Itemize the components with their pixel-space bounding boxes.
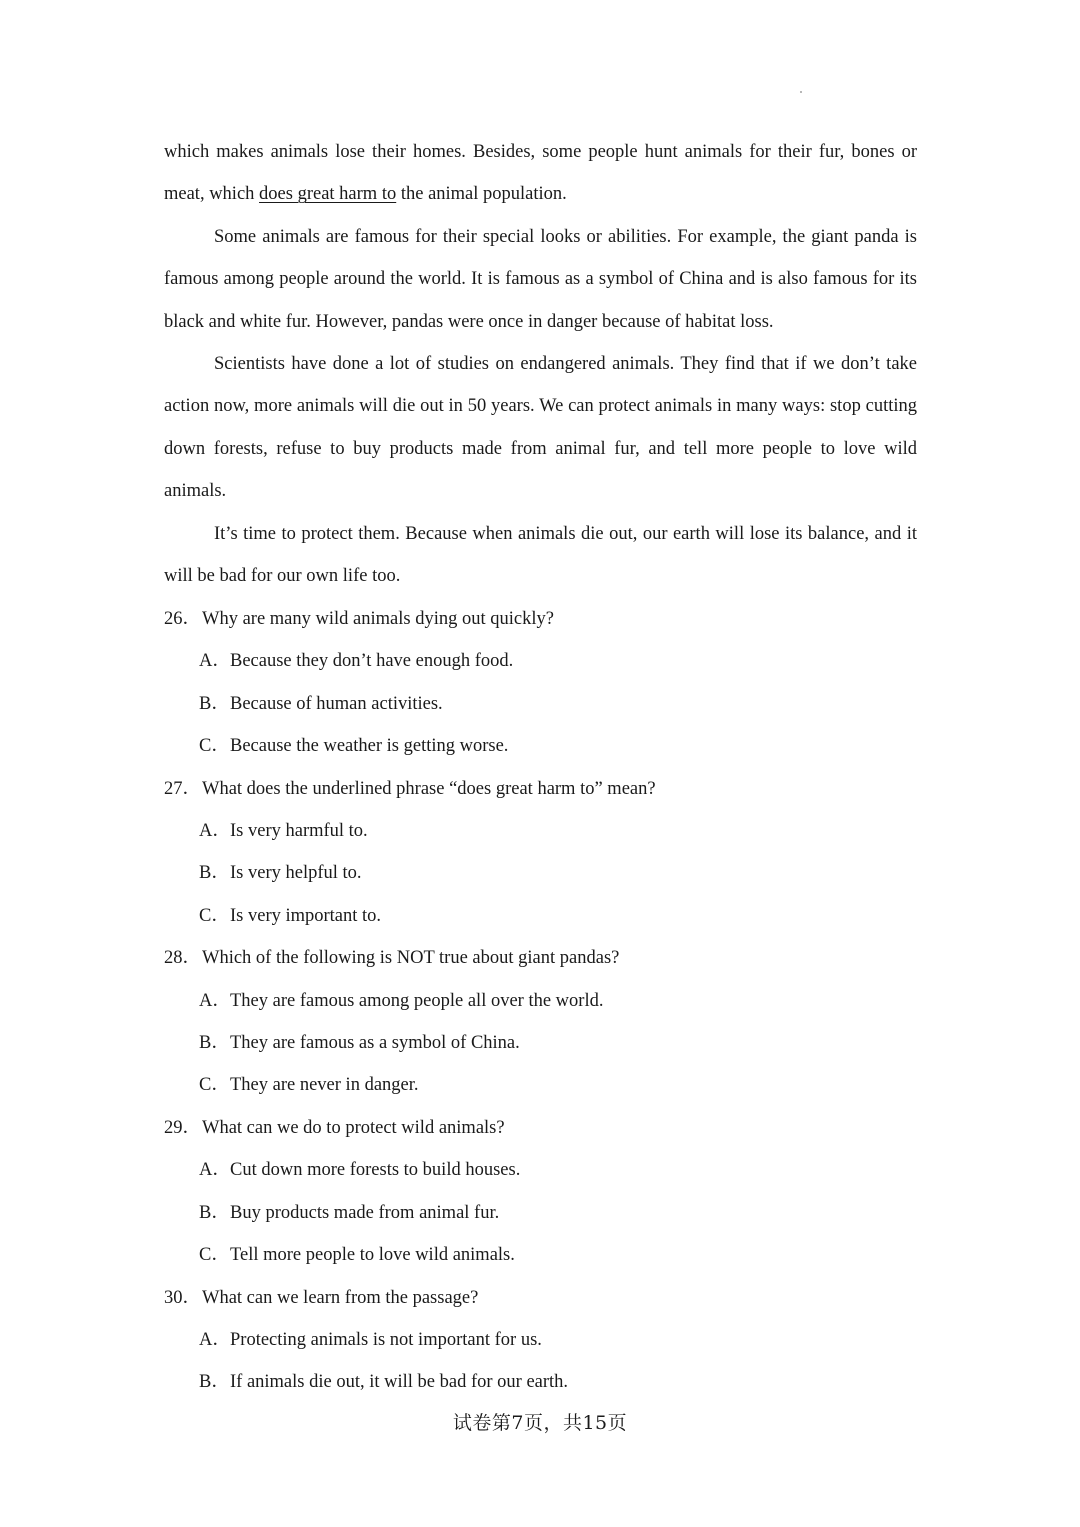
question-stem	[164, 768, 917, 810]
option-text: Because they don’t have enough food.	[230, 651, 514, 672]
underlined-phrase: does great harm to	[259, 184, 397, 205]
option-text: Because of human activities.	[230, 693, 443, 714]
question-27	[164, 768, 917, 938]
option-c[interactable]	[164, 1234, 917, 1276]
option-b[interactable]	[164, 1361, 917, 1403]
option-c[interactable]	[164, 895, 917, 937]
question-text: Which of the following is NOT true about giant pandas?	[202, 948, 620, 969]
option-letter: B．	[199, 1202, 230, 1223]
question-number: 28．	[164, 948, 202, 969]
question-stem	[164, 937, 917, 979]
option-a[interactable]	[164, 980, 917, 1022]
option-letter: C．	[199, 736, 230, 757]
passage-paragraph-2: Some animals are famous for their special looks or abilities. For example, the giant panda is famous among people around the world. It is famous as a symbol of China and is also famous for its black and white fur. However, pandas were once in danger because of habitat loss.	[164, 226, 917, 332]
option-text: Is very helpful to.	[230, 863, 362, 884]
question-30	[164, 1277, 917, 1404]
question-29	[164, 1107, 917, 1277]
option-a[interactable]	[164, 1319, 917, 1361]
question-number: 29．	[164, 1117, 202, 1138]
question-28	[164, 937, 917, 1107]
option-text: Buy products made from animal fur.	[230, 1202, 500, 1223]
question-number: 27．	[164, 778, 202, 799]
passage-paragraph-1-start: which makes animals lose their homes. Besides, some people hunt animals for their fur, bones or meat, which	[164, 142, 917, 205]
option-b[interactable]	[164, 1022, 917, 1064]
reading-passage	[164, 131, 917, 597]
scan-dot	[800, 91, 802, 93]
option-letter: B．	[199, 1033, 230, 1054]
option-letter: C．	[199, 1245, 230, 1266]
option-text: They are famous as a symbol of China.	[230, 1033, 520, 1054]
option-text: Cut down more forests to build houses.	[230, 1160, 521, 1181]
option-text: They are never in danger.	[230, 1075, 419, 1096]
question-number: 30．	[164, 1287, 202, 1308]
option-letter: A．	[199, 821, 231, 842]
question-stem	[164, 1107, 917, 1149]
question-stem	[164, 598, 917, 640]
question-text: What does the underlined phrase “does great harm to” mean?	[202, 778, 656, 799]
option-a[interactable]	[164, 810, 917, 852]
page-footer: 试卷第7页，共15页	[452, 1412, 628, 1434]
question-26	[164, 598, 917, 768]
option-letter: B．	[199, 863, 230, 884]
option-text: Because the weather is getting worse.	[230, 736, 509, 757]
option-letter: A．	[199, 1160, 231, 1181]
option-text: If animals die out, it will be bad for our earth.	[230, 1372, 569, 1393]
passage-paragraph-1-end: the animal population.	[396, 184, 567, 205]
passage-paragraph-3: Scientists have done a lot of studies on endangered animals. They find that if we don’t take action now, more animals will die out in 50 years. We can protect animals in many ways: stop cutting down forests, refuse to buy products made from animal fur, and tell more people to love wild animals.	[164, 354, 917, 502]
question-text: Why are many wild animals dying out quickly?	[202, 609, 554, 629]
passage-paragraph-4: It’s time to protect them. Because when animals die out, our earth will lose its balance, and it will be bad for our own life too.	[164, 523, 917, 587]
option-b[interactable]	[164, 683, 917, 725]
option-letter: A．	[199, 651, 231, 672]
option-text: Is very harmful to.	[230, 821, 368, 842]
option-letter: B．	[199, 1372, 230, 1393]
question-text: What can we learn from the passage?	[202, 1287, 479, 1308]
option-letter: A．	[199, 1329, 231, 1350]
option-b[interactable]	[164, 1192, 917, 1234]
option-letter: C．	[199, 905, 230, 926]
option-a[interactable]	[164, 1149, 917, 1191]
option-text: Tell more people to love wild animals.	[230, 1245, 515, 1266]
option-text: Is very important to.	[230, 905, 382, 926]
question-stem	[164, 1277, 917, 1319]
question-text: What can we do to protect wild animals?	[202, 1117, 505, 1138]
passage-paragraph-1	[164, 131, 917, 216]
option-text: They are famous among people all over the world.	[230, 990, 604, 1011]
option-b[interactable]	[164, 852, 917, 894]
option-a[interactable]	[164, 640, 917, 682]
option-c[interactable]	[164, 1064, 917, 1106]
option-c[interactable]	[164, 725, 917, 767]
option-letter: C．	[199, 1075, 230, 1096]
option-text: Protecting animals is not important for us.	[230, 1329, 542, 1350]
question-list	[164, 598, 917, 1404]
option-letter: A．	[199, 990, 231, 1011]
option-letter: B．	[199, 693, 230, 714]
question-number: 26．	[164, 609, 202, 629]
